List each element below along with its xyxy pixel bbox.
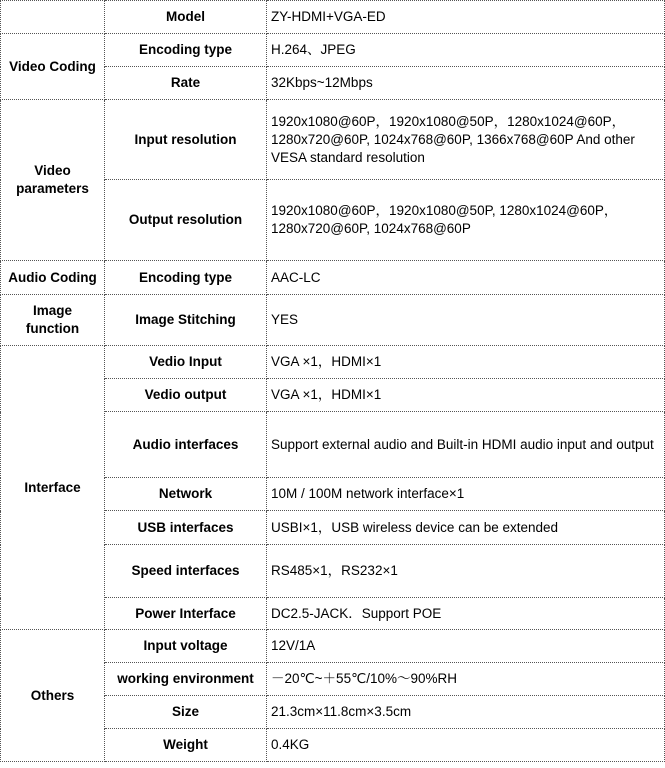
- table-row: [1, 630, 665, 663]
- param-vedio-output: Vedio output: [105, 379, 267, 412]
- value-vedio-output: VGA ×1，HDMI×1: [267, 379, 665, 412]
- param-input-voltage: Input voltage: [105, 630, 267, 663]
- value-working-environment: －20℃~＋55℃/10%～90%RH: [267, 663, 665, 696]
- table-row: [1, 346, 665, 379]
- param-rate: Rate: [105, 67, 267, 100]
- value-vedio-input: VGA ×1，HDMI×1: [267, 346, 665, 379]
- param-vedio-input: Vedio Input: [105, 346, 267, 379]
- group-video-coding: Video Coding: [1, 34, 105, 100]
- param-usb-interfaces: USB interfaces: [105, 511, 267, 545]
- value-encoding-type: H.264、JPEG: [267, 34, 665, 67]
- param-weight: Weight: [105, 729, 267, 762]
- value-network: 10M / 100M network interface×1: [267, 478, 665, 511]
- value-usb-interfaces: USBI×1，USB wireless device can be extended: [267, 511, 665, 545]
- table-row: [1, 261, 665, 295]
- param-network: Network: [105, 478, 267, 511]
- value-audio-encoding-type: AAC-LC: [267, 261, 665, 295]
- group-audio-coding: Audio Coding: [1, 261, 105, 295]
- table-row: [1, 295, 665, 346]
- param-input-resolution: Input resolution: [105, 100, 267, 180]
- value-weight: 0.4KG: [267, 729, 665, 762]
- group-cell-empty: [1, 1, 105, 34]
- param-model: Model: [105, 1, 267, 34]
- value-output-resolution: 1920x1080@60P，1920x1080@50P, 1280x1024@60P，1280x720@60P, 1024x768@60P: [267, 180, 665, 261]
- value-model: ZY-HDMI+VGA-ED: [267, 1, 665, 34]
- group-image-function: Image function: [1, 295, 105, 346]
- value-image-stitching: YES: [267, 295, 665, 346]
- value-input-resolution: 1920x1080@60P，1920x1080@50P，1280x1024@60P，1280x720@60P, 1024x768@60P, 1366x768@60P And other VESA standard resolution: [267, 100, 665, 180]
- value-input-voltage: 12V/1A: [267, 630, 665, 663]
- group-interface: Interface: [1, 346, 105, 630]
- param-image-stitching: Image Stitching: [105, 295, 267, 346]
- table-row: [1, 100, 665, 180]
- param-power-interface: Power Interface: [105, 598, 267, 630]
- table-row: [1, 1, 665, 34]
- param-encoding-type: Encoding type: [105, 34, 267, 67]
- param-audio-encoding-type: Encoding type: [105, 261, 267, 295]
- value-speed-interfaces: RS485×1，RS232×1: [267, 545, 665, 598]
- param-output-resolution: Output resolution: [105, 180, 267, 261]
- group-others: Others: [1, 630, 105, 762]
- value-size: 21.3cm×11.8cm×3.5cm: [267, 696, 665, 729]
- param-size: Size: [105, 696, 267, 729]
- param-working-environment: working environment: [105, 663, 267, 696]
- param-speed-interfaces: Speed interfaces: [105, 545, 267, 598]
- value-rate: 32Kbps~12Mbps: [267, 67, 665, 100]
- value-audio-interfaces: Support external audio and Built-in HDMI audio input and output: [267, 412, 665, 478]
- table-row: [1, 34, 665, 67]
- group-video-parameters: Video parameters: [1, 100, 105, 261]
- param-audio-interfaces: Audio interfaces: [105, 412, 267, 478]
- value-power-interface: DC2.5-JACK．Support POE: [267, 598, 665, 630]
